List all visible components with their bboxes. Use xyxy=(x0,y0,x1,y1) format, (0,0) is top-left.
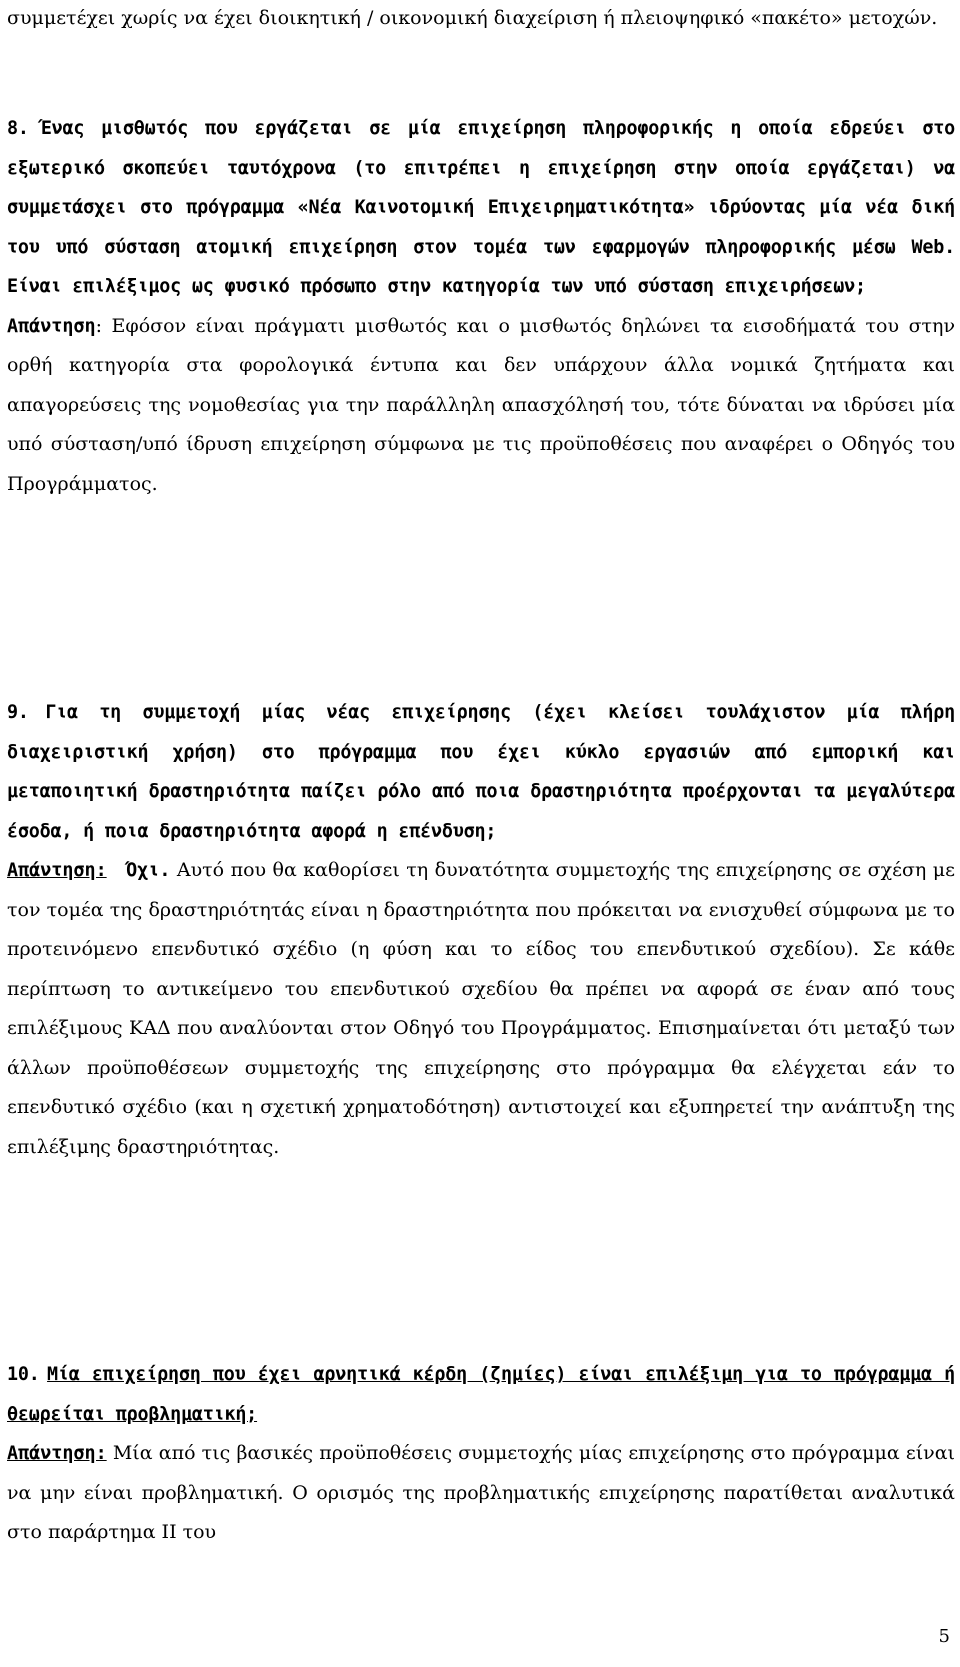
answer-10-label: Απάντηση: xyxy=(7,1443,107,1464)
answer-10-text: Μία από τις βασικές προϋποθέσεις συμμετοχής μίας επιχείρησης στο πρόγραμμα είναι να μην είναι προβληματική. Ο ορισμός της προβληματικής επιχείρησης παρατίθεται αναλυτικά στο παράρτημα ΙΙ του xyxy=(7,1442,955,1543)
question-10-text: Μία επιχείρηση που έχει αρνητικά κέρδη (ζημίες) είναι επιλέξιμη για το πρόγραμμα ή θεωρείται προβληματική; xyxy=(7,1364,956,1425)
faq-item-8 xyxy=(7,109,955,504)
question-8-text: Ένας μισθωτός που εργάζεται σε μία επιχείρηση πληροφορικής η οποία εδρεύει στο εξωτερικό σκοπεύει ταυτόχρονα (το επιτρέπει η επιχείρηση στην οποία εργάζεται) να συμμετάσχει στο πρόγραμμα «Νέα Καινοτομική Επιχειρηματικότητα» ιδρύοντας μία νέα δική του υπό σύσταση ατομική επιχείρηση στον τομέα των εφαρμογών πληροφορικής μέσω Web. Είναι επιλέξιμος ως φυσικό πρόσωπο στην κατηγορία των υπό σύσταση επιχειρήσεων; xyxy=(7,118,955,297)
question-10 xyxy=(7,1355,955,1434)
question-10-number: 10. xyxy=(7,1364,40,1385)
page-number: 5 xyxy=(938,1626,950,1647)
answer-8-label: Απάντηση xyxy=(7,315,96,337)
answer-8 xyxy=(7,307,955,505)
answer-9-label: Απάντηση: xyxy=(7,860,107,881)
answer-8-separator: : xyxy=(95,314,102,337)
answer-10 xyxy=(7,1434,955,1553)
intro-paragraph: συμμετέχει χωρίς να έχει διοικητική / οικονομική διαχείριση ή πλειοψηφικό «πακέτο» μετοχών. xyxy=(7,7,938,29)
question-9-number: 9. xyxy=(7,702,29,723)
answer-9 xyxy=(7,851,955,1167)
faq-item-10 xyxy=(7,1355,955,1553)
question-9-text: Για τη συμμετοχή μίας νέας επιχείρησης (έχει κλείσει τουλάχιστον μία πλήρη διαχειριστική χρήση) στο πρόγραμμα που έχει κύκλο εργασιών από εμπορική και μεταποιητική δραστηριότητα παίζει ρόλο από ποια δραστηριότητα προέρχονται τα μεγαλύτερα έσοδα, ή ποια δραστηριότητα αφορά η επένδυση; xyxy=(7,702,955,842)
answer-9-text: Αυτό που θα καθορίσει τη δυνατότητα συμμετοχής της επιχείρησης σε σχέση με τον τομέα της δραστηριότητάς είναι η δραστηριότητα που πρόκειται να ενισχυθεί σύμφωνα με το προτεινόμενο επενδυτικό σχέδιο (η φύση και το είδος του επενδυτικού σχεδίου). Σε κάθε περίπτωση το αντικείμενο του επενδυτικού σχεδίου θα πρέπει να αφορά σε έναν από τους επιλέξιμους ΚΑΔ που αναλύονται στον Οδηγό του Προγράμματος. Επισημαίνεται ότι μεταξύ των άλλων προϋποθέσεων συμμετοχής της επιχείρησης στο πρόγραμμα θα ελέγχεται εάν το επενδυτικό σχέδιο (και η σχετική χρηματοδότηση) αντιστοιχεί και εξυπηρετεί την ανάπτυξη της επιλέξιμης δραστηριότητας. xyxy=(7,859,955,1158)
question-8-number: 8. xyxy=(7,118,29,139)
answer-9-lead: Όχι. xyxy=(126,860,171,881)
question-9 xyxy=(7,693,955,851)
answer-8-text: Εφόσον είναι πράγματι μισθωτός και ο μισθωτός δηλώνει τα εισοδήματά του στην ορθή κατηγορία στα φορολογικά έντυπα και δεν υπάρχουν άλλα νομικά ζητήματα και απαγορεύσεις της νομοθεσίας για την παράλληλη απασχόλησή του, τότε δύναται να ιδρύσει μία υπό σύσταση/υπό ίδρυση επιχείρηση σύμφωνα με τις προϋποθέσεις που αναφέρει ο Οδηγός του Προγράμματος. xyxy=(7,314,955,495)
question-8 xyxy=(7,109,955,307)
faq-item-9 xyxy=(7,693,955,1167)
